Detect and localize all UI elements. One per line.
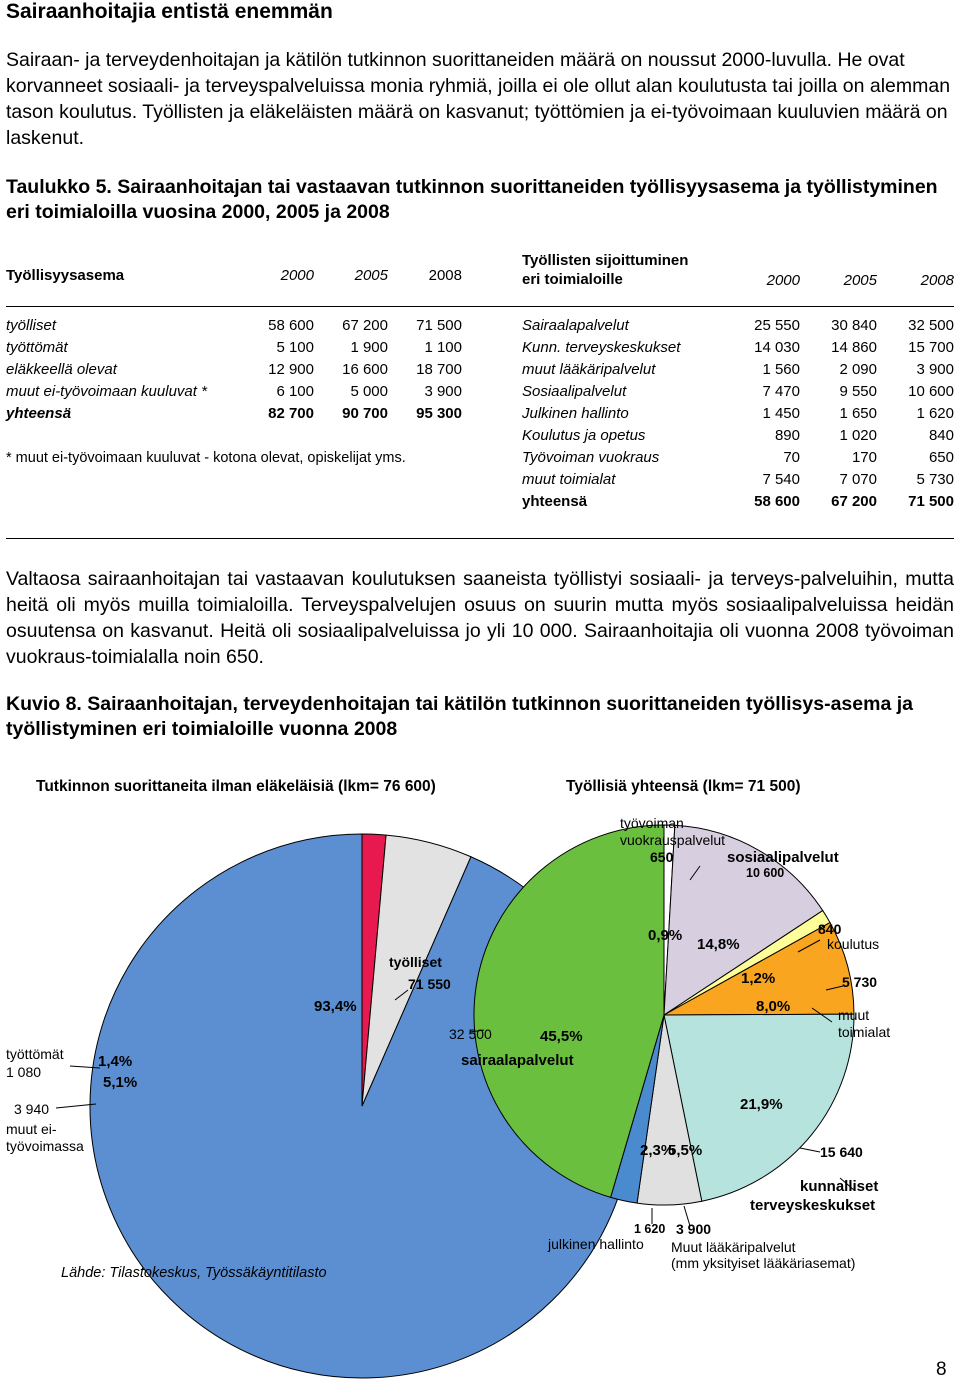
pie-value-label: 1 080 [6, 1064, 42, 1080]
pie-label: koulutus [827, 936, 880, 952]
figure-caption: Kuvio 8. Sairaanhoitajan, terveydenhoitajan tai kätilön tutkinnon suorittaneiden työllisys-asema ja työllistyminen eri toimialoille vuonna 2008 [6, 693, 913, 740]
table-header-label: Työllisyysasema [6, 266, 125, 284]
pie-percent-label: 21,9% [740, 1096, 783, 1113]
pie-label: muut [838, 1007, 870, 1023]
pie-percent-label: 5,5% [668, 1142, 703, 1159]
table-footnote: * muut ei-työvoimaan kuuluvat - kotona olevat, opiskelijat yms. [6, 450, 406, 466]
pie-label: terveyskeskukset [750, 1197, 876, 1214]
pie-value-label: 3 940 [14, 1101, 50, 1117]
pie-label: työvoimassa [6, 1138, 84, 1154]
pie-label: muut ei- [6, 1121, 57, 1137]
pie-value-label: 5 730 [842, 974, 878, 990]
pie-value-label: 3 900 [676, 1221, 712, 1237]
table-row: Sairaalapalvelut 25 550 30 840 32 500 [522, 316, 954, 334]
pie-label: julkinen hallinto [548, 1236, 644, 1252]
table-header-year: 2005 [843, 272, 877, 289]
pie-percent-label: 5,1% [103, 1074, 138, 1091]
source-note: Lähde: Tilastokeskus, Työssäkäyntitilasto [61, 1265, 327, 1281]
table-header-label: Työllisten sijoittuminen eri toimialoille [522, 252, 689, 288]
table-row: eläkkeellä olevat 12 900 16 600 18 700 [6, 360, 462, 378]
table-caption: Taulukko 5. Sairaanhoitajan tai vastaavan tutkinnon suorittaneiden työllisyysasema ja työllistyminen eri toimialoilla vuosina 2000, 2005 ja 2008 [6, 176, 938, 223]
table-row: muut lääkäripalvelut 1 560 2 090 3 900 [522, 360, 954, 378]
page-number: 8 [936, 1359, 947, 1380]
table-header-year: 2008 [428, 266, 462, 284]
pie-percent-label: 1,2% [741, 970, 776, 987]
page-heading: Sairaanhoitajia entistä enemmän [6, 0, 333, 23]
pie-value-label: 650 [650, 849, 674, 865]
pie-label: sairaalapalvelut [461, 1052, 574, 1069]
pie-label: (mm yksityiset lääkäriasemat) [671, 1255, 856, 1271]
table-row: Kunn. terveyskeskukset 14 030 14 860 15 700 [522, 338, 954, 356]
pie-label: kunnalliset [800, 1178, 879, 1195]
table-row: Sosiaalipalvelut 7 470 9 550 10 600 [522, 382, 954, 400]
table-row: Koulutus ja opetus 890 1 020 840 [522, 426, 954, 444]
table-row: työttömät 5 100 1 900 1 100 [6, 338, 462, 356]
table-header-year: 2000 [280, 266, 314, 284]
table-header-year: 2000 [766, 272, 800, 289]
table-row: työlliset 58 600 67 200 71 500 [6, 316, 462, 334]
table-total-row: yhteensä 82 700 90 700 95 300 [6, 404, 462, 422]
table-header-year: 2005 [354, 266, 388, 284]
pie-label: työvoiman [620, 815, 684, 831]
table-total-row: yhteensä 58 600 67 200 71 500 [522, 492, 954, 510]
pie-label: sosiaalipalvelut [727, 849, 839, 866]
body-paragraph: Valtaosa sairaanhoitajan tai vastaavan koulutuksen saaneista työllistyi sosiaali- ja terveys-palveluihin, mutta heitä oli myös muilla toimialoilla. Terveyspalvelujen osuus on suurin mutta myös sosiaalipalveluissa heidän osuutensa on kasvanut. Heitä oli sosiaalipalveluissa jo yli 10 000. Sairaanhoitajia oli vuonna 2008 työvoiman vuokraus-toimialalla noin 650. [6, 568, 954, 668]
pie-label: toimialat [838, 1024, 891, 1040]
chart-title-right: Työllisiä yhteensä (lkm= 71 500) [566, 778, 801, 795]
intro-paragraph: Sairaan- ja terveydenhoitajan ja kätilön tutkinnon suorittaneiden määrä on noussut 2000-luvulla. He ovat korvanneet sosiaali- ja terveyspalveluissa monia ryhmiä, joilla ei ole ollut alan koulutusta tai joilla on alemman tason koulutus. Työllisten ja eläkeläisten määrä on kasvanut; työttömien ja ei-työvoimaan kuuluvien määrä on laskenut. [6, 49, 951, 149]
table-row: Julkinen hallinto 1 450 1 650 1 620 [522, 404, 954, 422]
pie-value-label: 15 640 [820, 1144, 863, 1160]
table-row: muut toimialat 7 540 7 070 5 730 [522, 470, 954, 488]
table-header-year: 2008 [920, 272, 954, 289]
pie-label: työttömät [6, 1046, 64, 1062]
pie-value-label: 71 550 [408, 976, 451, 992]
pie-value-label: 840 [818, 921, 842, 937]
chart-title-left: Tutkinnon suorittaneita ilman eläkeläisiä (lkm= 76 600) [36, 778, 436, 795]
pie-value-label: 1 620 [634, 1222, 666, 1236]
leader-line [800, 1148, 820, 1152]
pie-percent-label: 93,4% [314, 998, 357, 1015]
pie-percent-label: 14,8% [697, 936, 740, 953]
pie-label: työlliset [389, 954, 442, 970]
pie-percent-label: 2,3% [640, 1142, 675, 1159]
pie-label: vuokrauspalvelut [620, 832, 726, 848]
pie-percent-label: 45,5% [540, 1028, 583, 1045]
pie-percent-label: 8,0% [756, 998, 791, 1015]
table-row: muut ei-työvoimaan kuuluvat * 6 100 5 000 3 900 [6, 382, 462, 400]
pie-percent-label: 0,9% [648, 927, 683, 944]
pie-percent-label: 1,4% [98, 1053, 133, 1070]
pie-label: Muut lääkäripalvelut [671, 1239, 796, 1255]
table-row: Työvoiman vuokraus 70 170 650 [522, 448, 954, 466]
pie-value-label: 32 500 [449, 1026, 492, 1042]
pie-value-label: 10 600 [746, 866, 785, 880]
